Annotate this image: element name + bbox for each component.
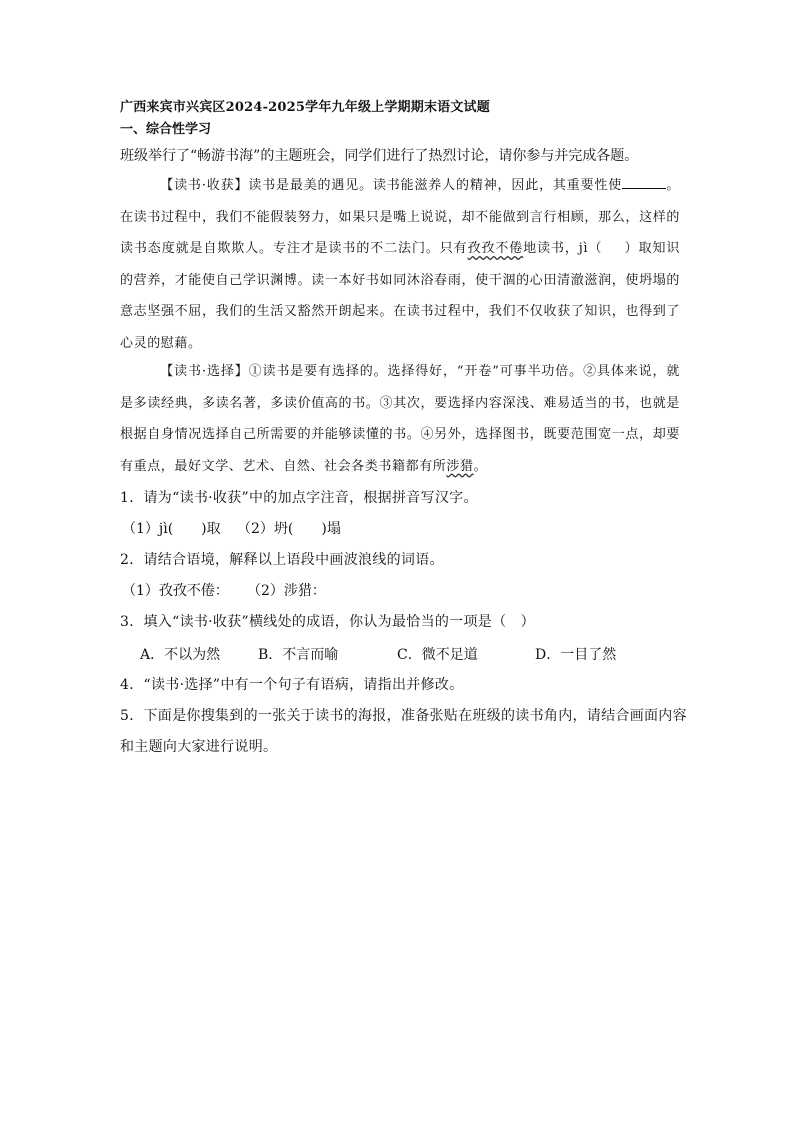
harvest-tag: 【读书·收获】: [160, 178, 249, 193]
q1-item-1: （1）jì( )取: [122, 521, 221, 537]
question-5-line-2: 和主题向大家进行说明。: [120, 739, 278, 755]
question-1: 1．请为“读书·收获”中的加点字注音，根据拼音写汉字。: [120, 490, 478, 506]
reading-harvest-paragraph: 【读书·收获】读书是最美的遇见。读书能滋养人的精神，因此，其重要性使 。在读书过程中，我们不能假装努力，如果只是嘴上说说，却不能做到言行相顾，那么，这样的读书态度就是自欺欺人。专注才是读书的不二法门。只有孜孜不倦地读书，jì（ ）取知识的营养，才能使自己学识渊博。读一本好书如同沐浴春雨，使干涸的心田清澈滋润，使坍塌的意志坚强不屈，我们的生活又豁然开朗起来。在读书过程中，我们不仅收获了知识，也得到了心灵的慰藉。: [120, 178, 681, 351]
intro-text: 班级举行了“畅游书海”的主题班会，同学们进行了热烈讨论，请你参与并完成各题。: [120, 148, 639, 164]
option-a: A．不以为然: [140, 647, 221, 663]
q2-item-1: （1）孜孜不倦：: [122, 583, 229, 599]
option-d: D．一目了然: [535, 647, 617, 663]
q2-item-2: （2）涉猎：: [247, 583, 326, 599]
question-3: 3．填入“读书·收获”横线处的成语，你认为最恰当的一项是（ ）: [120, 614, 535, 630]
section-heading: 一、综合性学习: [120, 122, 212, 137]
idiom-blank: [622, 176, 666, 189]
option-c: C．微不足道: [397, 647, 478, 663]
q1-item-2: （2）坍( )塌: [237, 521, 341, 537]
wavy-word-shelie: 涉猎: [446, 458, 474, 474]
question-2: 2．请结合语境，解释以上语段中画波浪线的词语。: [120, 552, 444, 568]
wavy-word-zizibujuan: 孜孜不倦: [467, 241, 524, 256]
question-4: 4．“读书·选择”中有一个句子有语病，请指出并修改。: [120, 677, 464, 693]
choose-tag: 【读书·选择】: [160, 364, 249, 379]
option-b: B．不言而喻: [258, 647, 339, 663]
question-5-line-1: 5．下面是你搜集到的一张关于读书的海报，准备张贴在班级的读书角内，请结合画面内容: [120, 708, 687, 724]
exam-title: 广西来宾市兴宾区2024-2025学年九年级上学期期末语文试题: [120, 100, 490, 115]
reading-choose-paragraph: 【读书·选择】①读书是要有选择的。选择得好，“开卷”可事半功倍。②具体来说，就是多读经典，多读名著，多读价值高的书。③其次，要选择内容深浅、难易适当的书，也就是根据自身情况选择自己所需要的并能够读懂的书。④另外，选择图书，既要范围宽一点，却要有重点，最好文学、艺术、自然、社会各类书籍都有所涉猎。: [120, 364, 680, 474]
